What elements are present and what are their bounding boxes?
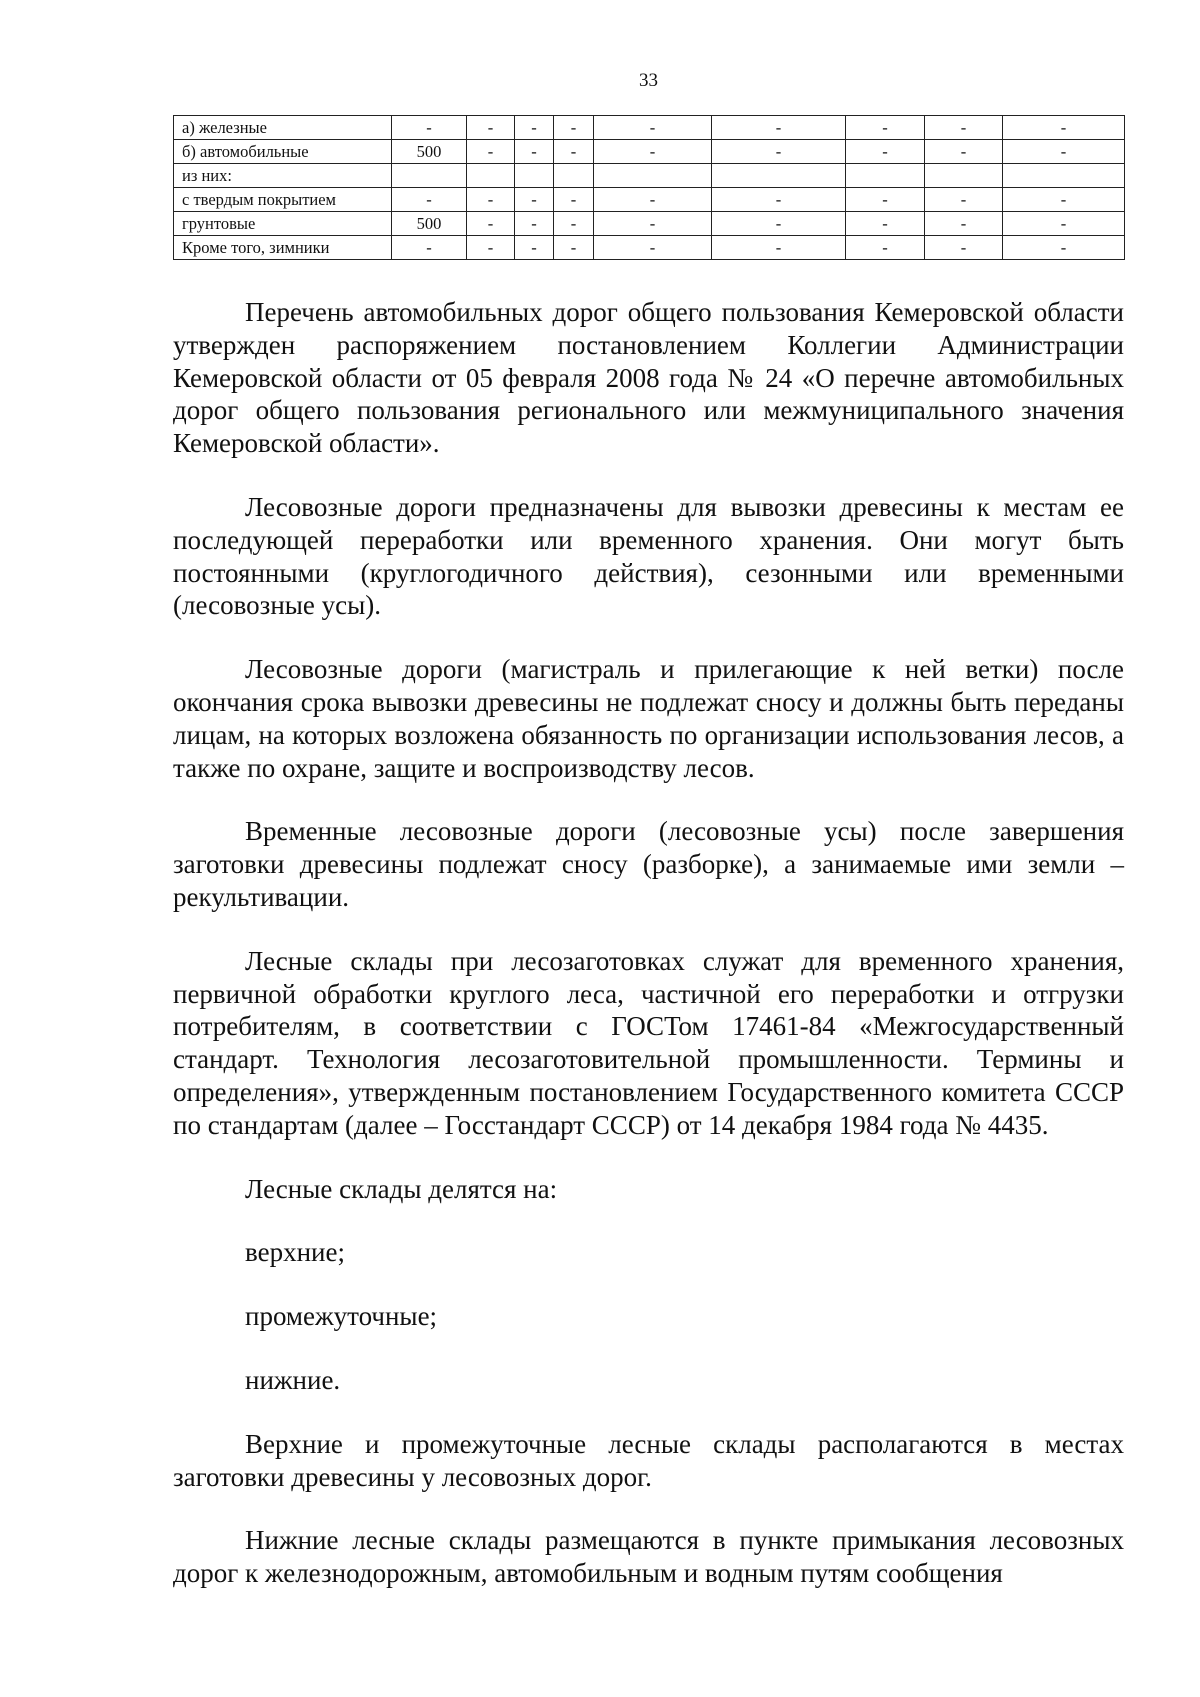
table-cell: - [554,116,594,140]
table-cell: - [392,188,467,212]
table-cell: - [554,140,594,164]
table-cell: - [594,140,712,164]
table-cell: - [467,236,515,260]
table-row [174,236,1125,260]
table-cell: - [1003,116,1125,140]
row-label: из них: [174,164,392,188]
table-cell: - [515,140,554,164]
table-cell: - [515,212,554,236]
row-label: грунтовые [174,212,392,236]
row-label: а) железные [174,116,392,140]
table-cell: - [846,236,925,260]
table-row [174,140,1125,164]
table-cell: - [925,236,1003,260]
table-cell: - [515,236,554,260]
list-item: нижние. [245,1364,341,1395]
table-cell: - [925,140,1003,164]
row-label: с твердым покрытием [174,188,392,212]
paragraph-temporary-roads: Временные лесовозные дороги (лесовозные усы) после завершения заготовки древесины подлежат сносу (разборке), а занимаемые ими земли – рекультивации. [173,816,1124,912]
table-cell [712,164,846,188]
document-body [173,296,1124,1590]
table-cell: - [392,236,467,260]
row-label: б) автомобильные [174,140,392,164]
table-cell: - [515,116,554,140]
table-cell [392,164,467,188]
row-label: Кроме того, зимники [174,236,392,260]
table-cell [1003,164,1125,188]
table-cell [925,164,1003,188]
table-cell: - [594,188,712,212]
table-cell: - [1003,236,1125,260]
table-row [174,164,1125,188]
table-cell: - [846,212,925,236]
table-cell: - [467,116,515,140]
table-cell [594,164,712,188]
table-cell: - [554,236,594,260]
table-cell: - [925,116,1003,140]
table-cell: - [1003,212,1125,236]
list-item: промежуточные; [245,1301,438,1332]
table-cell: - [712,212,846,236]
table-cell: - [712,140,846,164]
table-cell: - [515,188,554,212]
table-cell: - [846,140,925,164]
table-cell: - [712,116,846,140]
table-cell: - [712,236,846,260]
paragraph-logging-roads: Лесовозные дороги предназначены для вывозки древесины к местам ее последующей переработки или временного хранения. Они могут быть постоянными (круглогодичного действия), сезонными или временными (лесовозные усы). [173,491,1124,621]
table-cell [846,164,925,188]
table-cell: 500 [392,140,467,164]
paragraph-logging-roads-transfer: Лесовозные дороги (магистраль и прилегающие к ней ветки) после окончания срока вывозки древесины не подлежат сносу и должны быть переданы лицам, на которых возложена обязанность по организации использования лесов, а также по охране, защите и воспроизводству лесов. [173,654,1124,783]
paragraph-upper-yards: Верхние и промежуточные лесные склады располагаются в местах заготовки древесины у лесовозных дорог. [173,1428,1124,1492]
table-cell: - [712,188,846,212]
table-cell [467,164,515,188]
table-cell: - [392,116,467,140]
table-cell [515,164,554,188]
table-cell: - [925,212,1003,236]
paragraph-timber-yards: Лесные склады при лесозаготовках служат для временного хранения, первичной обработки круглого леса, частичной его переработки и отгрузки потребителям, в соответствии с ГОСТом 17461-84 «Межгосударственный стандарт. Технология лесозаготовительной промышленности. Термины и определения», утвержденным постановлением Государственного комитета СССР по стандартам (далее – Госстандарт СССР) от 14 декабря 1984 года № 4435. [173,945,1124,1140]
table-cell: - [467,212,515,236]
table-cell: - [846,116,925,140]
table-cell: - [846,188,925,212]
table-cell: - [925,188,1003,212]
table-row [174,116,1125,140]
table-row [174,188,1125,212]
table-cell: - [467,188,515,212]
table-cell: - [594,116,712,140]
table-cell: - [554,188,594,212]
table-cell: - [1003,140,1125,164]
list-intro: Лесные склады делятся на: [245,1173,558,1204]
paragraph-road-list: Перечень автомобильных дорог общего пользования Кемеровской области утвержден распоряжением постановлением Коллегии Администрации Кемеровской области от 05 февраля 2008 года № 24 «О перечне автомобильных дорог общего пользования регионального или межмуниципального значения Кемеровской области». [173,297,1124,459]
page-number: 33 [639,70,658,91]
table-cell [554,164,594,188]
table-cell: 500 [392,212,467,236]
table-cell: - [1003,188,1125,212]
table-cell: - [594,212,712,236]
list-item: верхние; [245,1237,345,1268]
table-cell: - [467,140,515,164]
table-cell: - [594,236,712,260]
table-row [174,212,1125,236]
table-cell: - [554,212,594,236]
roads-table [173,115,1125,260]
paragraph-lower-yards: Нижние лесные склады размещаются в пункте примыкания лесовозных дорог к железнодорожным, автомобильным и водным путям сообщения [173,1525,1124,1589]
